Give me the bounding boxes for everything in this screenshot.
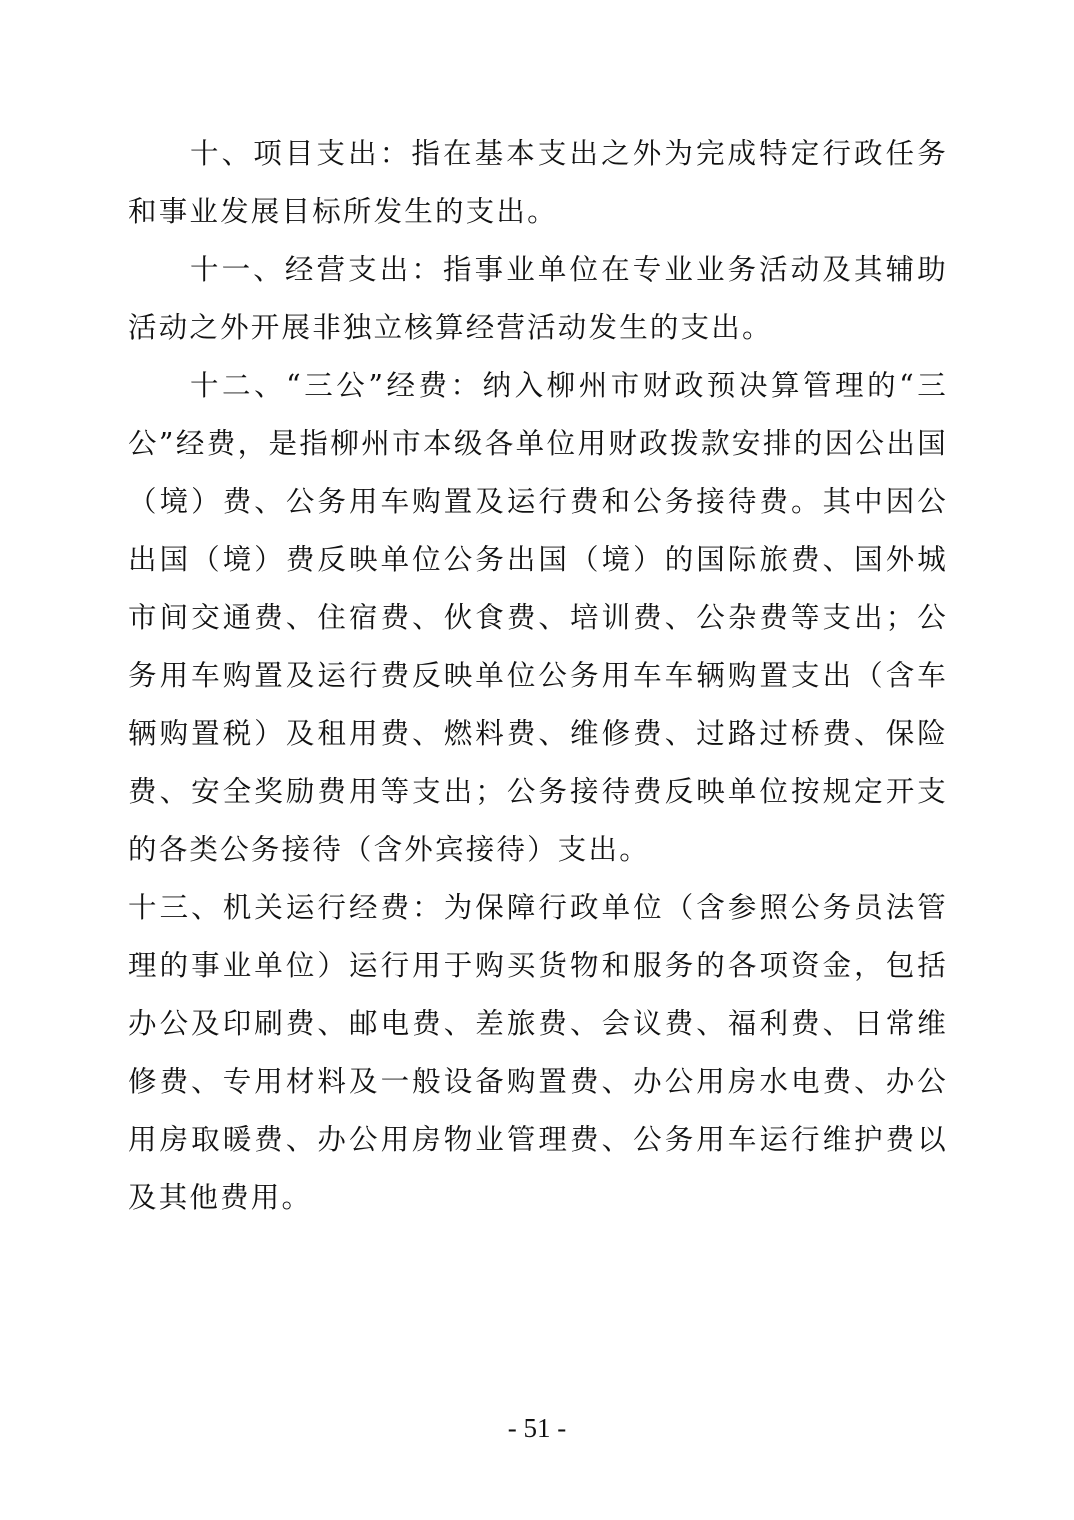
paragraph-project-expenditure: 十、项目支出：指在基本支出之外为完成特定行政任务和事业发展目标所发生的支出。 [128,137,948,228]
paragraph-agency-operating-funds: 十三、机关运行经费：为保障行政单位（含参照公务员法管理的事业单位）运行用于购买货物和服务的各项资金，包括办公及印刷费、邮电费、差旅费、会议费、福利费、日常维修费、专用材料及一般设备购置费、办公用房水电费、办公用房取暖费、办公用房物业管理费、公务用车运行维护费以及其他费用。 [128,891,948,1214]
document-body [128,125,948,1227]
paragraph-three-public-expenses: 十二、“三公”经费：纳入柳州市财政预决算管理的“三公”经费，是指柳州市本级各单位用财政拨款安排的因公出国（境）费、公务用车购置及运行费和公务接待费。其中因公出国（境）费反映单位公务出国（境）的国际旅费、国外城市间交通费、住宿费、伙食费、培训费、公杂费等支出；公务用车购置及运行费反映单位公务用车车辆购置支出（含车辆购置税）及租用费、燃料费、维修费、过路过桥费、保险费、安全奖励费用等支出；公务接待费反映单位按规定开支的各类公务接待（含外宾接待）支出。 [128,369,948,866]
page-number: - 51 - [507,1413,567,1443]
paragraph-operating-expenditure: 十一、经营支出：指事业单位在专业业务活动及其辅助活动之外开展非独立核算经营活动发生的支出。 [128,253,948,344]
